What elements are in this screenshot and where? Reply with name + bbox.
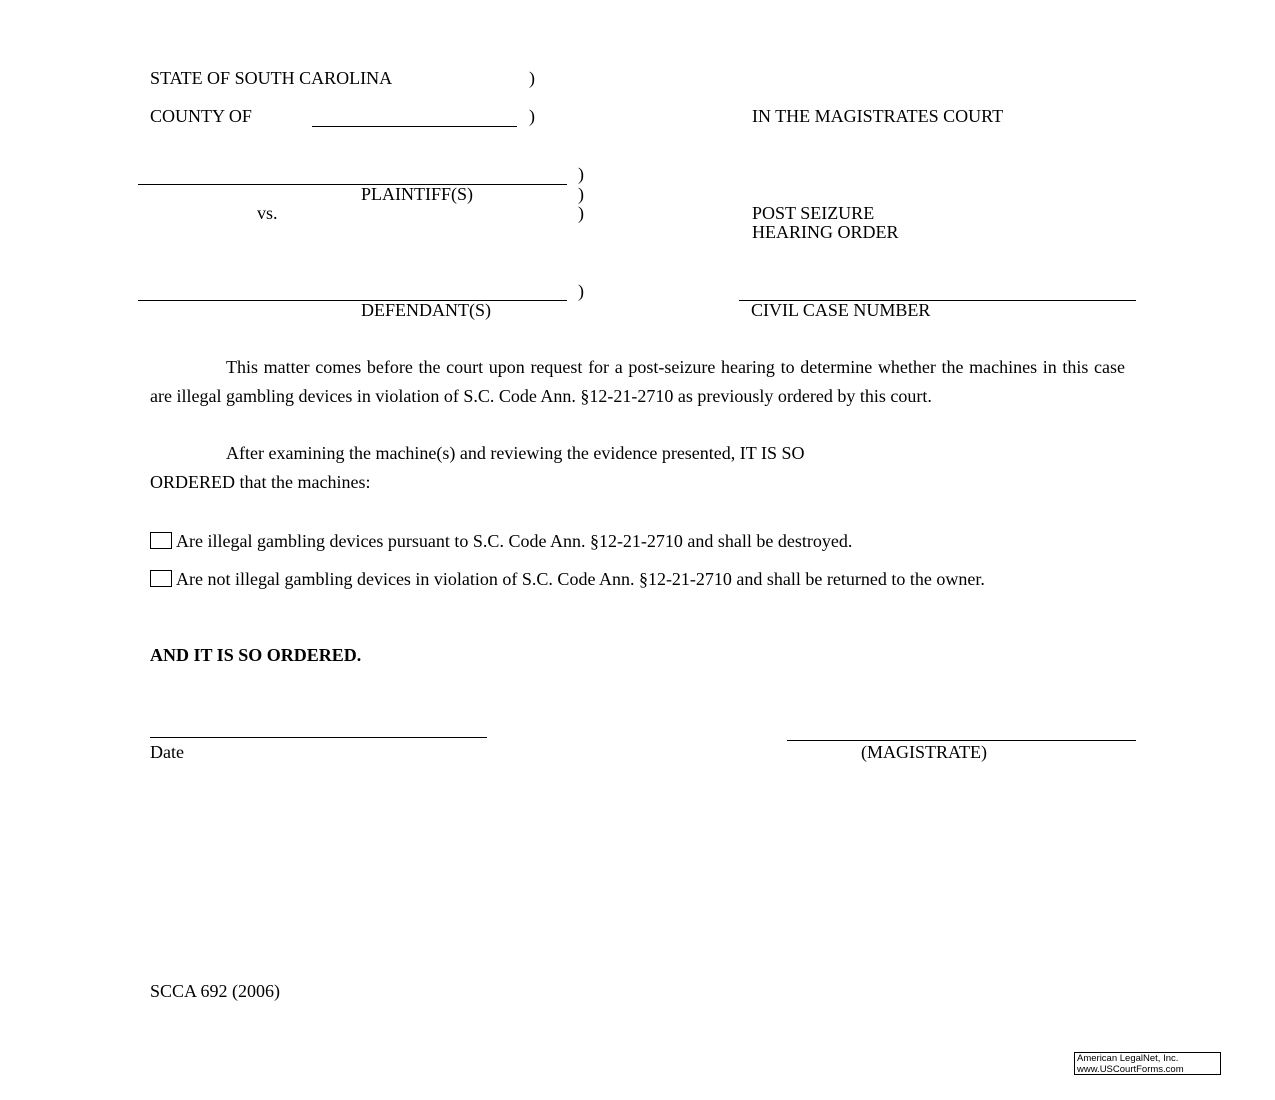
date-label: Date xyxy=(150,742,184,762)
destroy-checkbox[interactable] xyxy=(150,532,172,549)
publisher-name: American LegalNet, Inc. xyxy=(1077,1053,1179,1064)
closing-order: AND IT IS SO ORDERED. xyxy=(150,645,362,665)
county-label: COUNTY OF xyxy=(150,106,252,126)
date-signature-field[interactable] xyxy=(150,737,487,738)
caption-paren: ) xyxy=(578,164,584,184)
versus-label: vs. xyxy=(257,203,278,223)
publisher-badge xyxy=(1074,1052,1221,1075)
magistrate-label: (MAGISTRATE) xyxy=(861,742,987,762)
court-name: IN THE MAGISTRATES COURT xyxy=(752,106,1004,126)
caption-paren: ) xyxy=(578,203,584,223)
paragraph-request-text: This matter comes before the court upon request for a post-seizure hearing to determine whether the machines in this case are illegal gambling devices in violation of S.C. Code Ann. §12-21-2710 as previously ordered by this court. xyxy=(150,357,1125,406)
caption-paren: ) xyxy=(578,184,584,204)
county-name-field[interactable] xyxy=(312,126,517,127)
caption-paren: ) xyxy=(529,68,535,88)
option-destroy-text: Are illegal gambling devices pursuant to S.C. Code Ann. §12-21-2710 and shall be destroyed. xyxy=(176,531,853,551)
option-destroy xyxy=(150,531,1125,551)
return-checkbox[interactable] xyxy=(150,570,172,587)
defendant-label: DEFENDANT(S) xyxy=(361,300,491,320)
order-title-line1: POST SEIZURE xyxy=(752,203,875,223)
paragraph-order-line1: After examining the machine(s) and reviewing the evidence presented, IT IS SO xyxy=(226,443,805,463)
form-identifier: SCCA 692 (2006) xyxy=(150,981,281,1001)
paragraph-request xyxy=(150,353,1125,411)
option-return xyxy=(150,569,1125,589)
case-number-label: CIVIL CASE NUMBER xyxy=(751,300,931,320)
caption-paren: ) xyxy=(529,106,535,126)
paragraph-order-line2: ORDERED that the machines: xyxy=(150,472,371,492)
plaintiff-label: PLAINTIFF(S) xyxy=(361,184,474,204)
defendant-name-field[interactable] xyxy=(138,300,567,301)
option-return-text: Are not illegal gambling devices in violation of S.C. Code Ann. §12-21-2710 and shall be returned to the owner. xyxy=(176,569,985,589)
caption-paren: ) xyxy=(578,281,584,301)
magistrate-signature-field[interactable] xyxy=(787,740,1136,741)
publisher-url: www.USCourtForms.com xyxy=(1077,1063,1184,1075)
state-heading: STATE OF SOUTH CAROLINA xyxy=(150,68,393,88)
order-title-line2: HEARING ORDER xyxy=(752,222,899,242)
plaintiff-name-field[interactable] xyxy=(138,184,567,185)
